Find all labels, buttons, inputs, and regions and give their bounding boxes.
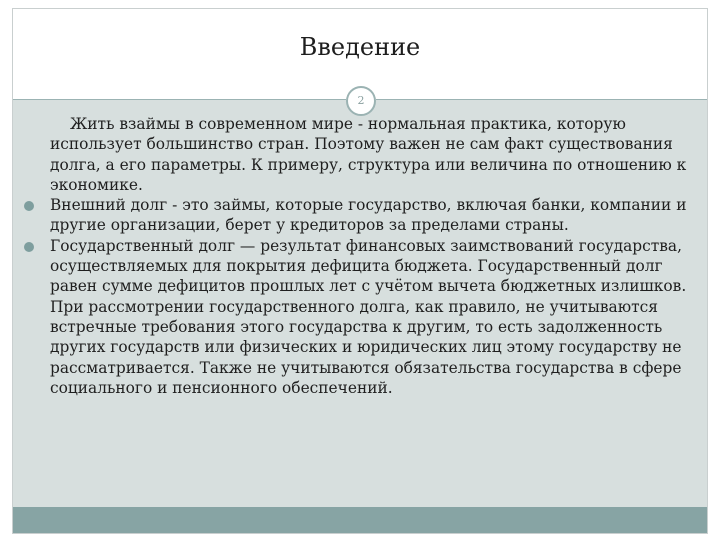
bullet-text: Государственный долг — результат финансовых заимствований государства, осуществляемых для покрытия дефицита бюджета. Государственный долг равен сумме дефицитов прошлых лет с учётом вычета бюджетных излишков. <box>50 236 687 296</box>
paragraph-intro: Жить взаймы в современном мире - нормальная практика, которую использует большинство стран. Поэтому важен не сам факт существования долга, а его параметры. К примеру, структура или величина по отношению к экономике. <box>50 115 687 194</box>
bullet-item-external-debt <box>24 195 688 236</box>
bullet-item-public-debt <box>24 236 688 297</box>
bullet-icon <box>24 201 34 211</box>
bullet-text: Внешний долг - это займы, которые государство, включая банки, компании и другие организации, берет у кредиторов за пределами страны. <box>50 196 687 235</box>
divider-line-left <box>13 99 346 100</box>
paragraph-conclusion: При рассмотрении государственного долга, как правило, не учитываются встречные требования этого государства к другим, то есть задолженность других государств или физических и юридических лиц этому государству не рассматривается. Также не учитываются обязательства государства в сфере социального и пенсионного обеспечений. <box>50 297 682 397</box>
page-number-badge: 2 <box>346 86 376 116</box>
slide-body <box>24 114 688 398</box>
slide-title: Введение <box>299 33 421 61</box>
bullet-icon <box>24 242 34 252</box>
bottom-bar <box>13 507 707 533</box>
divider-line-right <box>376 99 707 100</box>
